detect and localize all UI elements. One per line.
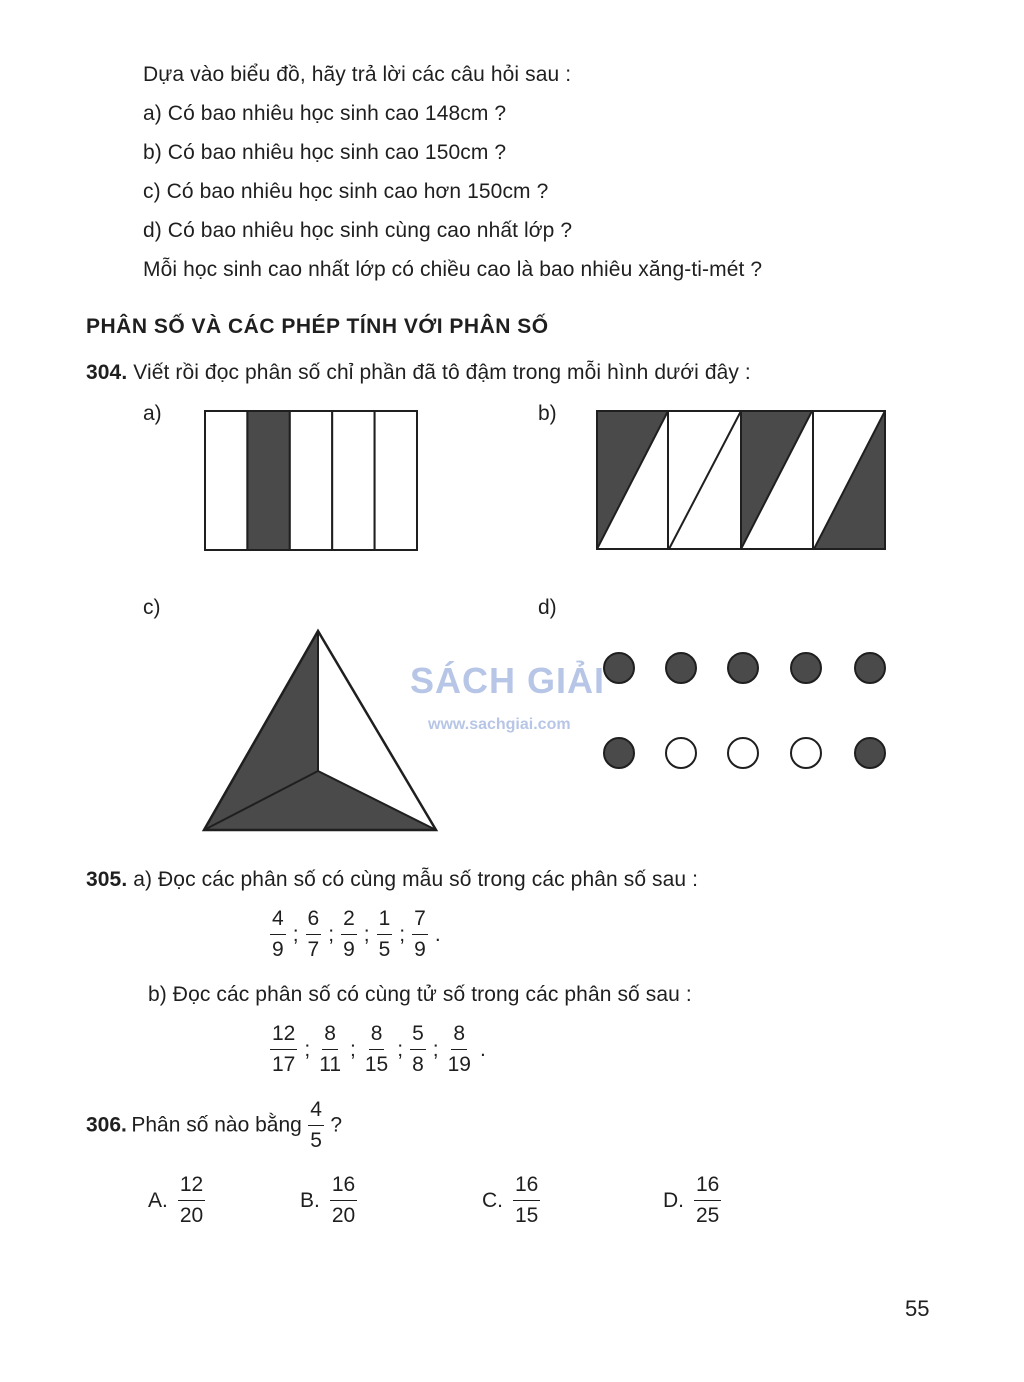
fraction-list-a	[268, 906, 446, 963]
same-numerator-denominator: 19	[447, 1053, 471, 1076]
same-denominator-denominator: 9	[343, 938, 355, 961]
option-d-denominator: 25	[696, 1204, 720, 1227]
fraction-separator: ;	[350, 1037, 356, 1061]
figure-a-strip	[375, 411, 417, 550]
fraction-separator: ;	[397, 1037, 404, 1061]
same-numerator-numerator: 12	[270, 1021, 297, 1050]
question-b: b) Có bao nhiêu học sinh cao 150cm ?	[143, 141, 507, 164]
target-denominator: 5	[310, 1129, 322, 1152]
page-number: 55	[905, 1296, 930, 1321]
same-numerator-fraction	[363, 1021, 390, 1078]
figure-d-filled-circle	[666, 653, 696, 683]
fraction-separator: ;	[292, 922, 299, 946]
exercise-304-text: Viết rồi đọc phân số chỉ phần đã tô đậm trong mỗi hình dưới đây :	[133, 361, 751, 384]
same-denominator-fraction	[341, 906, 357, 963]
same-denominator-fraction	[377, 906, 393, 963]
same-numerator-numerator: 8	[369, 1021, 385, 1050]
exercise-306-qmark: ?	[330, 1113, 343, 1137]
same-denominator-numerator: 4	[270, 906, 286, 935]
watermark-brand: SÁCH GIẢI	[410, 660, 606, 701]
option-b-numerator: 16	[330, 1172, 357, 1201]
exercise-304-number: 304.	[86, 361, 128, 384]
figure-d-circles	[600, 648, 890, 773]
same-numerator-fraction	[410, 1021, 426, 1078]
same-numerator-denominator: 8	[412, 1053, 424, 1076]
option-d[interactable]	[663, 1172, 723, 1229]
same-numerator-numerator: 8	[322, 1021, 338, 1050]
figure-c-triangle	[200, 628, 440, 834]
watermark	[410, 640, 620, 740]
question-d: d) Có bao nhiêu học sinh cùng cao nhất lớp ?	[143, 219, 573, 242]
same-denominator-fraction	[412, 906, 428, 963]
option-a-letter: A.	[148, 1188, 168, 1212]
exercise-305-part-a	[86, 868, 698, 892]
exercise-306-number: 306.	[86, 1113, 127, 1137]
option-c-numerator: 16	[513, 1172, 540, 1201]
same-denominator-denominator: 7	[307, 938, 320, 961]
same-denominator-denominator: 9	[272, 938, 284, 961]
same-denominator-numerator: 7	[412, 906, 428, 935]
figure-d-label: d)	[538, 596, 557, 619]
figure-a-strip	[205, 411, 247, 550]
figure-d-filled-circle	[604, 738, 634, 768]
fraction-end: .	[479, 1037, 486, 1061]
option-c-denominator: 15	[515, 1204, 539, 1227]
exercise-306-text: Phân số nào bằng	[131, 1113, 302, 1137]
option-a-numerator: 12	[178, 1172, 205, 1201]
same-numerator-fraction	[270, 1021, 297, 1078]
option-d-fraction	[694, 1172, 721, 1229]
same-numerator-numerator: 5	[410, 1021, 426, 1050]
option-c-fraction	[513, 1172, 540, 1229]
same-numerator-denominator: 15	[364, 1053, 389, 1076]
figure-d-filled-circle	[791, 653, 821, 683]
figure-a-label: a)	[143, 402, 162, 425]
same-numerator-fraction	[446, 1021, 473, 1078]
exercise-304-prompt	[86, 361, 751, 385]
figure-a-strip	[332, 411, 374, 550]
question-d-followup: Mỗi học sinh cao nhất lớp có chiều cao là bao nhiêu xăng-ti-mét ?	[143, 258, 763, 281]
question-c: c) Có bao nhiêu học sinh cao hơn 150cm ?	[143, 180, 549, 203]
same-denominator-fraction	[270, 906, 286, 963]
figure-c-label: c)	[143, 596, 161, 619]
option-b-fraction	[330, 1172, 357, 1229]
fraction-separator: ;	[432, 1037, 439, 1061]
figure-a-strip	[290, 411, 332, 550]
fraction-separator: ;	[328, 922, 335, 946]
option-c-letter: C.	[482, 1188, 503, 1212]
fraction-separator: ;	[304, 1037, 311, 1061]
figure-d-filled-circle	[604, 653, 634, 683]
figure-d-filled-circle	[855, 738, 885, 768]
exercise-305-part-b-text: b) Đọc các phân số có cùng tử số trong các phân số sau :	[148, 983, 692, 1006]
figure-a-strips	[204, 410, 418, 551]
exercise-306-target-fraction	[308, 1097, 324, 1154]
option-a[interactable]	[148, 1172, 207, 1229]
figure-a-shaded-strip	[247, 411, 289, 550]
same-denominator-numerator: 2	[341, 906, 357, 935]
figure-d-empty-circle	[791, 738, 821, 768]
same-denominator-denominator: 9	[414, 938, 426, 961]
section-title: PHÂN SỐ VÀ CÁC PHÉP TÍNH VỚI PHÂN SỐ	[86, 315, 549, 338]
option-b-letter: B.	[300, 1188, 320, 1212]
option-b[interactable]	[300, 1172, 359, 1229]
fraction-separator: ;	[399, 922, 406, 946]
same-denominator-fraction	[306, 906, 322, 963]
figure-d-empty-circle	[666, 738, 696, 768]
exercise-305-part-a-text: a) Đọc các phân số có cùng mẫu số trong các phân số sau :	[133, 868, 699, 891]
option-a-denominator: 20	[179, 1204, 204, 1227]
same-numerator-numerator: 8	[451, 1021, 467, 1050]
option-d-numerator: 16	[694, 1172, 721, 1201]
fraction-end: .	[434, 922, 441, 946]
question-a: a) Có bao nhiêu học sinh cao 148cm ?	[143, 102, 507, 125]
figure-b-label: b)	[538, 402, 557, 425]
same-denominator-denominator: 5	[378, 938, 391, 961]
exercise-305-number: 305.	[86, 868, 128, 891]
intro-prompt: Dựa vào biểu đồ, hãy trả lời các câu hỏi sau :	[143, 63, 572, 86]
figure-b-triangles	[596, 410, 887, 551]
figure-d-filled-circle	[855, 653, 885, 683]
figure-d-empty-circle	[728, 738, 758, 768]
fraction-list-b	[268, 1021, 491, 1078]
option-c[interactable]	[482, 1172, 542, 1229]
option-a-fraction	[178, 1172, 205, 1229]
target-numerator: 4	[308, 1097, 324, 1126]
fraction-separator: ;	[363, 922, 370, 946]
option-b-denominator: 20	[331, 1204, 356, 1227]
figure-d-filled-circle	[728, 653, 758, 683]
same-denominator-numerator: 1	[377, 906, 393, 935]
same-numerator-denominator: 11	[319, 1053, 342, 1076]
option-d-letter: D.	[663, 1188, 684, 1212]
same-numerator-fraction	[317, 1021, 343, 1078]
same-denominator-numerator: 6	[306, 906, 322, 935]
exercise-306-prompt	[86, 1097, 342, 1154]
same-numerator-denominator: 17	[272, 1053, 296, 1076]
watermark-url: www.sachgiai.com	[428, 716, 571, 733]
